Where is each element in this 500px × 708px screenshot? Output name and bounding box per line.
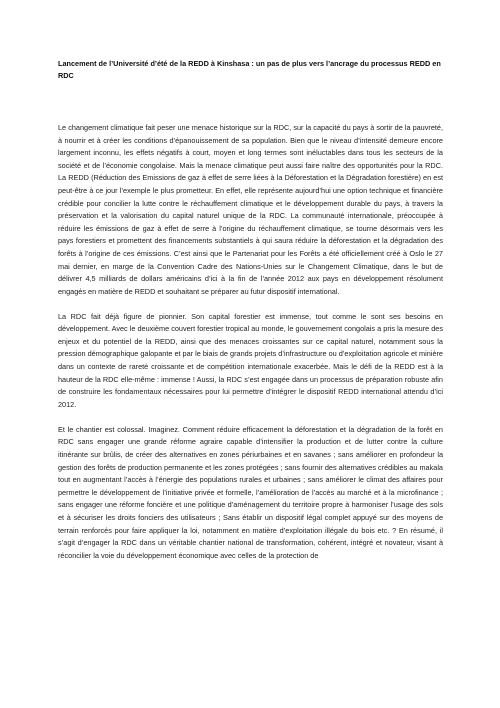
document-title: Lancement de l’Université d’été de la REDD à Kinshasa : un pas de plus vers l’ancrage du processus REDD en RDC xyxy=(58,59,441,80)
paragraph-2: La RDC fait déjà figure de pionnier. Son capital forestier est immense, tout comme le sont ses besoins en développement. Avec le deuxième couvert forestier tropical au monde, le gouvernement congolais a pris la mesure des enjeux et du potentiel de la REDD, ainsi que des menaces croissantes sur ce capital naturel, notamment sous la pression démographique galopante et par le biais de grands projets d’infrastructure ou d’exploitation agricole et minière dans un contexte de rareté croissante et de compétition internationale exacerbée. Mais le défi de la REDD est à la hauteur de la RDC elle-même : immense ! Aussi, la RDC s’est engagée dans un processus de préparation robuste afin de construire les fondamentaux nécessaires pour lui permettre d’intégrer le dispositif REDD international attendu d’ici 2012. xyxy=(58,311,443,409)
paragraph-3: Et le chantier est colossal. Imaginez. Comment réduire efficacement la déforestation et la dégradation de la forêt en RDC sans engager une grande réforme agraire capable d’intensifier la production et de lutter contre la culture itinérante sur brûlis, de créer des alternatives en zones périurbaines et en savanes ; sans améliorer en profondeur la gestion des forêts de production permanente et les zones protégées ; sans fournir des alternatives crédibles au makala tout en augmentant l’accès à l’énergie des populations rurales et urbaines ; sans améliorer le climat des affaires pour permettre le développement de l’initiative privée et formelle, l’amélioration de l’accès au marché et à la microfinance ; sans engager une réforme foncière et une politique d’aménagement du territoire propre à harmoniser l’usage des sols et à sécuriser les droits fonciers des utilisateurs ; Sans établir un dispositif légal complet appuyé sur des moyens de terrain renforcés pour faire appliquer la loi, notamment en matière d’exploitation illégale du bois etc. ? En résumé, il s’agit d’engager la RDC dans un véritable chantier national de transformation, cohérent, intégré et novateur, visant à réconcilier la voie du développement économique avec celles de la protection de xyxy=(58,424,443,560)
paragraph-1: Le changement climatique fait peser une menace historique sur la RDC, sur la capacité du pays à sortir de la pauvreté, à nourrir et à créer les conditions d’épanouissement de sa population. Bien que le niveau d’intensité demeure encore largement inconnu, les effets négatifs à court, moyen et long termes sont inéluctables dans tous les secteurs de la société et de l’économie congolaise. Mais la menace climatique peut aussi faire naître des opportunités pour la RDC. La REDD (Réduction des Emissions de gaz à effet de serre liées à la Déforestation et la Dégradation forestière) en est peut-être à ce jour l’exemple le plus prometteur. En effet, elle représente aujourd’hui une option technique et financière crédible pour concilier la lutte contre le réchauffement climatique et le développement durable du pays, à travers la préservation et la valorisation du capital naturel unique de la RDC. La communauté internationale, préoccupée à réduire les émissions de gaz à effet de serre à l’origine du réchauffement climatique, se tourne désormais vers les pays forestiers et promettent des financements substantiels à qui saura réduire la déforestation et la dégradation des forêts à l’origine de ces émissions. C’est ainsi que le Partenariat pour les Forêts a été officiellement créé à Oslo le 27 mai dernier, en marge de la Convention Cadre des Nations-Unies sur le Changement Climatique, dans le but de délivrer 4,5 milliards de dollars américains d’ici à la fin de l’année 2012 aux pays en développement résolument engagés en matière de REDD et souhaitant se préparer au futur dispositif international. xyxy=(58,123,443,296)
document-page xyxy=(58,58,443,575)
